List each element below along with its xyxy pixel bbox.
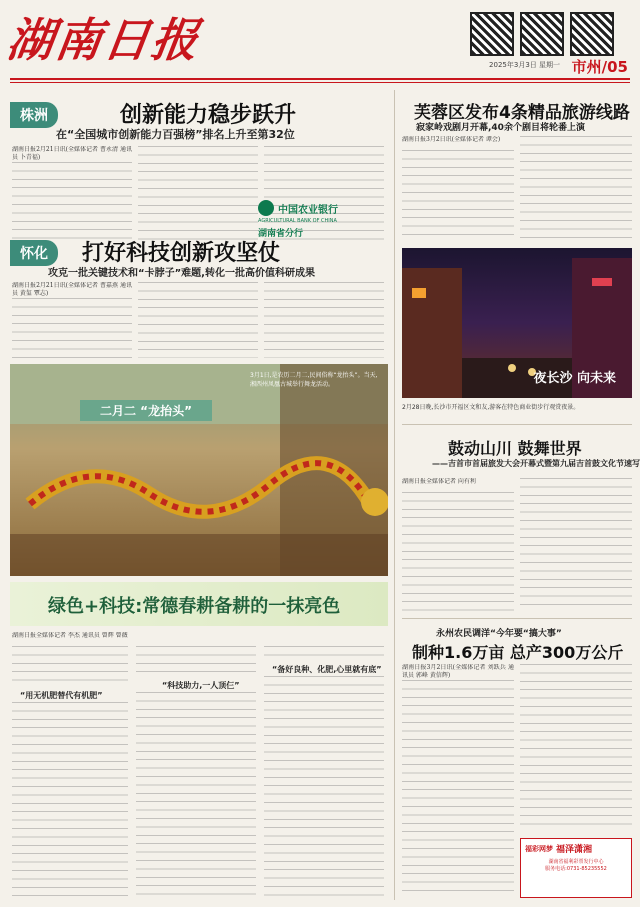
body-column bbox=[136, 692, 256, 898]
qr-code-icon bbox=[520, 12, 564, 56]
byline: 湖南日报3月2日讯(全媒体记者 谭会) bbox=[402, 136, 501, 143]
body-column bbox=[12, 702, 128, 898]
body-column bbox=[264, 676, 384, 898]
byline: 湖南日报2月21日讯(全媒体记者 曹永清 通讯员 卜青福) bbox=[12, 146, 132, 162]
night-street-photo bbox=[402, 248, 632, 398]
body-column bbox=[12, 162, 132, 242]
body-column bbox=[138, 146, 258, 242]
byline: 湖南日报全媒体记者 李杰 通讯员 曾辉 曾薇 bbox=[12, 632, 128, 639]
issue-date: 2025年3月3日 星期一 bbox=[489, 61, 560, 69]
body-column bbox=[520, 664, 632, 832]
lottery-brand: 福彩网梦 bbox=[525, 844, 553, 853]
headline: 创新能力稳步跃升 bbox=[120, 103, 297, 128]
photo-caption: 2月28日晚,长沙市开福区文和友,游客在特色商业街步行观赏夜景。 bbox=[402, 404, 580, 411]
column-divider bbox=[394, 90, 395, 900]
headline: 芙蓉区发布4条精品旅游线路 bbox=[414, 103, 630, 123]
kicker: 永州农民调洋“今年要“搞大事” bbox=[436, 629, 562, 639]
byline: 湖南日报2月21日讯(全媒体记者 曹嘉燕 通讯员 黄玺 覃志) bbox=[12, 282, 132, 298]
subheadline: 在“全国城市创新能力百强榜”排名上升至第32位 bbox=[56, 128, 295, 141]
photo-sign: 夜长沙 向未来 bbox=[533, 371, 616, 386]
body-column bbox=[12, 646, 128, 686]
subheadline: ——吉首市首届旅发大会开幕式暨第九届吉首鼓文化节速写 bbox=[432, 459, 640, 468]
headline: 制种1.6万亩 总产300万公斤 bbox=[412, 643, 624, 662]
bank-name: 中国农业银行 bbox=[278, 204, 338, 216]
body-column bbox=[402, 680, 514, 898]
region-tag: 株洲 bbox=[10, 102, 58, 128]
subheadline: 寂家岭戏剧月开幕,40余个剧目将轮番上演 bbox=[416, 123, 585, 133]
body-column bbox=[138, 282, 258, 358]
lottery-ad bbox=[520, 838, 632, 898]
section-subhead: “备好良种、化肥,心里就有底” bbox=[272, 665, 382, 674]
section-subhead: “科技助力,一人顶仨” bbox=[162, 681, 240, 690]
masthead-rule bbox=[10, 78, 630, 80]
headline: 绿色+科技:常德春耕备耕的一抹亮色 bbox=[48, 596, 341, 617]
qr-code-icon bbox=[570, 12, 614, 56]
byline: 湖南日报全媒体记者 向有利 bbox=[402, 478, 476, 485]
masthead-rule bbox=[10, 82, 630, 83]
story-divider bbox=[402, 618, 632, 619]
dragon-illustration bbox=[10, 364, 388, 576]
lottery-phone: 服务电话:0731-85235552 bbox=[545, 866, 607, 872]
headline: 打好科技创新攻坚仗 bbox=[82, 241, 281, 266]
body-column bbox=[402, 150, 514, 242]
body-column bbox=[264, 646, 384, 660]
lottery-line: 湖南省福利彩票发行中心 bbox=[548, 859, 604, 865]
region-tag: 怀化 bbox=[10, 240, 58, 266]
body-column bbox=[520, 136, 632, 242]
lottery-slogan: 福泽潇湘 bbox=[556, 845, 593, 855]
subheadline: 攻克一批关键技术和“卡脖子”难题,转化一批高价值科研成果 bbox=[48, 268, 315, 279]
dragon-dance-photo bbox=[10, 364, 388, 576]
byline: 湖南日报3月2日讯(全媒体记者 刘跃兵 通讯员 郭峰 黄信辉) bbox=[402, 664, 514, 680]
bank-name-en: AGRICULTURAL BANK OF CHINA bbox=[258, 218, 337, 224]
body-column bbox=[520, 478, 632, 612]
bank-branch: 湖南省分行 bbox=[258, 229, 304, 239]
body-column bbox=[12, 298, 132, 358]
masthead-title: 湖南日报 bbox=[3, 13, 204, 67]
headline: 鼓动山川 鼓舞世界 bbox=[448, 439, 582, 458]
body-column bbox=[264, 282, 384, 358]
section-label: 市州/05 bbox=[571, 58, 628, 76]
section-subhead: “用无机肥替代有机肥” bbox=[20, 691, 103, 700]
story-divider bbox=[402, 424, 632, 425]
qr-code-icon bbox=[470, 12, 514, 56]
body-column bbox=[136, 646, 256, 676]
photo-caption: 3月1日,是农历二月二,民间俗称“龙抬头”。当天,湘西州凤凰古城举行舞龙活动。 bbox=[250, 372, 378, 388]
body-column bbox=[402, 492, 514, 612]
masthead bbox=[3, 4, 208, 84]
photo-title: 二月二 “龙抬头” bbox=[80, 400, 212, 421]
bank-logo-icon bbox=[258, 200, 274, 216]
